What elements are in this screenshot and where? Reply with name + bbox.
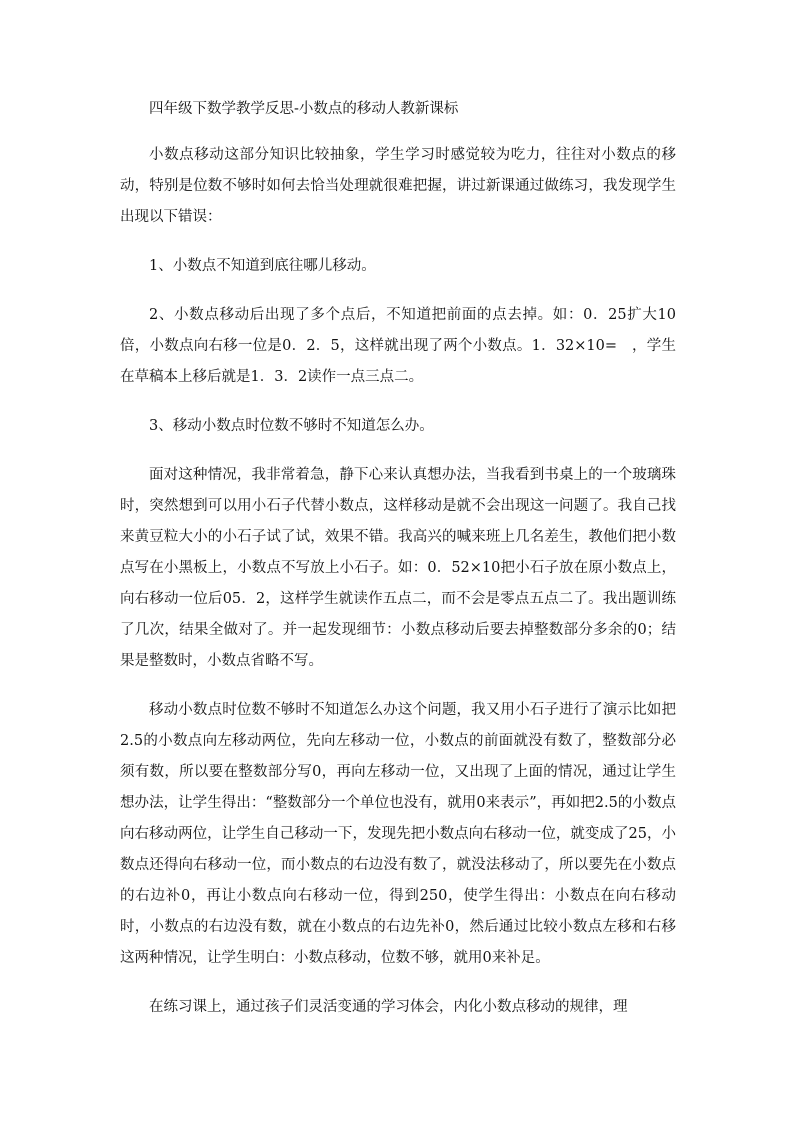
paragraph-practice: 在练习课上，通过孩子们灵活变通的学习体会，内化小数点移动的规律，理 [149, 999, 628, 1015]
document-body [120, 96, 676, 1041]
paragraph-error-3: 3、移动小数点时位数不够时不知道怎么办。 [149, 418, 434, 434]
paragraph-solution-zeros: 移动小数点时位数不够时不知道怎么办这个问题，我又用小石子进行了演示比如把2.5的小数点向左移动两位，先向左移动一位，小数点的前面就没有数了，整数部分必须有数，所以要在整数部分写0，再向左移动一位，又出现了上面的情况，通过让学生想办法，让学生得出：“整数部分一个单位也没有，就用0来表示”，再如把2.5的小数点向右移动两位，让学生自己移动一下，发现先把小数点向右移动一位，就变成了25，小数点还得向右移动一位，而小数点的右边没有数了，就没法移动了，所以要先在小数点的右边补0，再让小数点向右移动一位，得到250，使学生得出：小数点在向右移动时，小数点的右边没有数，就在小数点的右边先补0，然后通过比较小数点左移和右移这两种情况，让学生明白：小数点移动，位数不够，就用0来补足。 [120, 702, 676, 966]
paragraph-error-1: 1、小数点不知道到底往哪儿移动。 [149, 258, 376, 274]
paragraph-solution-stones: 面对这种情况，我非常着急，静下心来认真想办法，当我看到书桌上的一个玻璃珠时，突然想到可以用小石子代替小数点，这样移动是就不会出现这一问题了。我自己找来黄豆粒大小的小石子试了试，效果不错。我高兴的喊来班上几名差生，教他们把小数点写在小黑板上，小数点不写放上小石子。如：0．52×10把小石子放在原小数点上，向右移动一位后05．2，这样学生就读作五点二，而不会是零点五点二了。我出题训练了几次，结果全做对了。并一起发现细节：小数点移动后要去掉整数部分多余的0；结果是整数时，小数点省略不写。 [120, 467, 676, 669]
document-title: 四年级下数学教学反思-小数点的移动人教新课标 [149, 101, 459, 117]
paragraph-intro: 小数点移动这部分知识比较抽象，学生学习时感觉较为吃力，往往对小数点的移动，特别是位数不够时如何去恰当处理就很难把握，讲过新课通过做练习，我发现学生出现以下错误： [120, 147, 676, 225]
paragraph-error-2: 2、小数点移动后出现了多个点后，不知道把前面的点去掉。如：0．25扩大10倍，小数点向右移一位是0．2．5，这样就出现了两个小数点。1．32×10= ，学生在草稿本上移后就是1．3．2读作一点三点二。 [120, 307, 676, 385]
